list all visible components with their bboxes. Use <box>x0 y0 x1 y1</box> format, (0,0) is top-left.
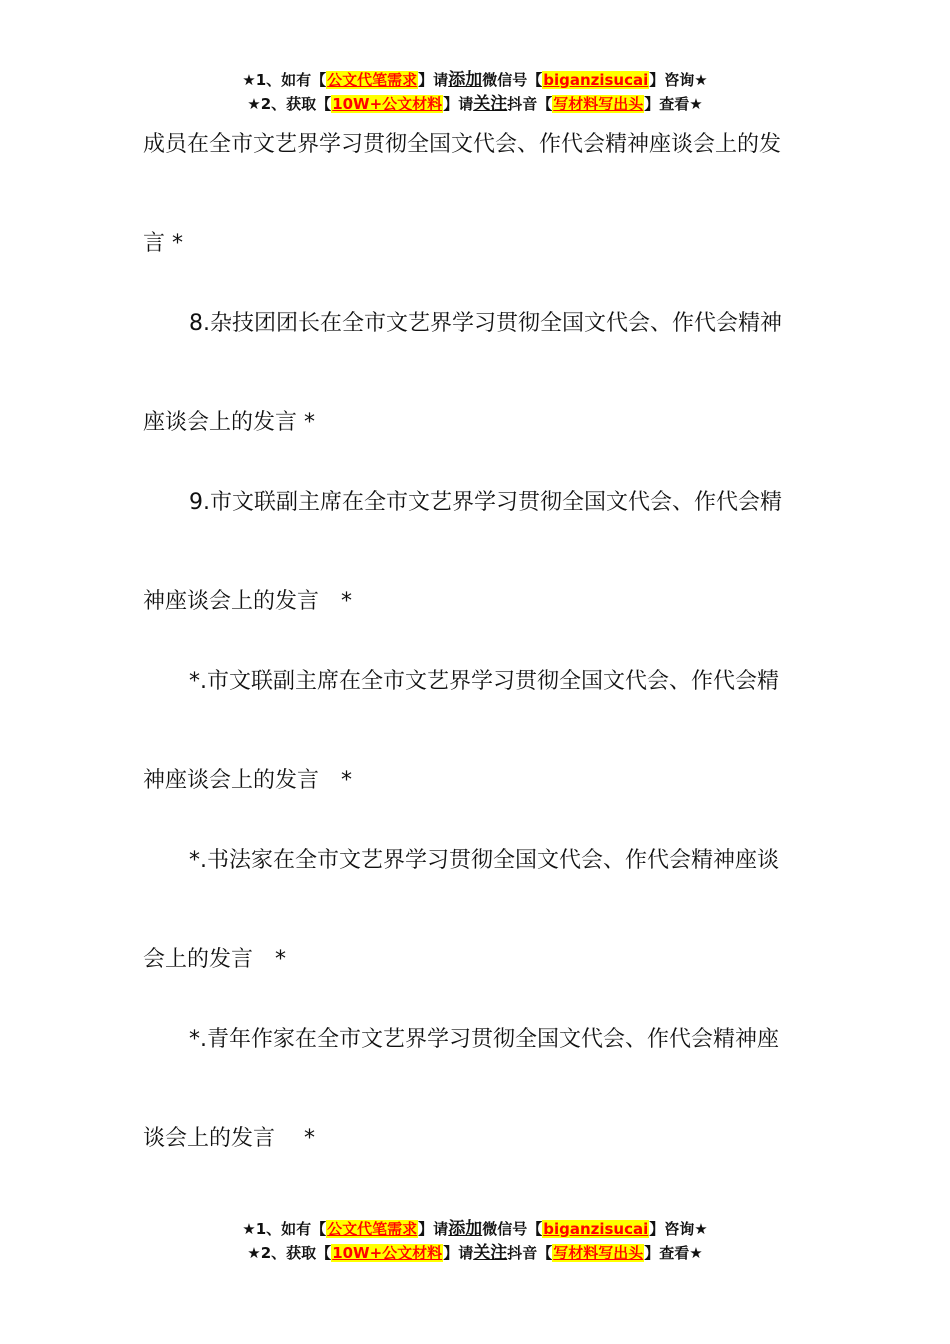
header-line1-mid2: 微信号【 <box>482 71 543 89</box>
body-line: 会上的发言 * <box>143 947 287 972</box>
body-line: 座谈会上的发言 * <box>143 410 315 435</box>
footer-line2-prefix: ★2、获取【 <box>247 1244 332 1262</box>
header-line2-emphasis: 关注 <box>473 94 508 114</box>
footer-line1-mid2: 微信号【 <box>482 1220 543 1238</box>
header-line1-highlight-service: 公文代笔需求 <box>327 71 418 89</box>
footer-line2-highlight-douyin: 写材料写出头 <box>553 1244 644 1262</box>
header-line2-suffix: 】查看★ <box>644 95 703 113</box>
header-line2-prefix: ★2、获取【 <box>247 95 332 113</box>
header-banner <box>0 68 950 116</box>
body-line: *.书法家在全市文艺界学习贯彻全国文代会、作代会精神座谈 <box>189 848 779 873</box>
footer-banner-line-2 <box>0 1241 950 1265</box>
header-line2-highlight-douyin: 写材料写出头 <box>553 95 644 113</box>
footer-line1-highlight-wechat: biganzisucai <box>543 1220 649 1238</box>
footer-line1-prefix: ★1、如有【 <box>242 1220 327 1238</box>
body-line: 谈会上的发言 * <box>143 1126 315 1151</box>
footer-banner <box>0 1217 950 1265</box>
header-line2-highlight-materials: 10W+公文材料 <box>332 95 443 113</box>
footer-line2-highlight-materials: 10W+公文材料 <box>332 1244 443 1262</box>
header-banner-line-2 <box>0 92 950 116</box>
body-line: *.青年作家在全市文艺界学习贯彻全国文代会、作代会精神座 <box>189 1027 779 1052</box>
body-line: 8.杂技团团长在全市文艺界学习贯彻全国文代会、作代会精神 <box>189 311 782 336</box>
body-line: 神座谈会上的发言 * <box>143 589 353 614</box>
footer-line1-mid1: 】请 <box>418 1220 449 1238</box>
body-line: 言 * <box>143 231 183 256</box>
footer-line1-suffix: 】咨询★ <box>649 1220 708 1238</box>
header-line1-mid1: 】请 <box>418 71 449 89</box>
footer-line2-mid1: 】请 <box>443 1244 474 1262</box>
header-line1-emphasis: 添加 <box>448 70 483 90</box>
header-line1-highlight-wechat: biganzisucai <box>543 71 649 89</box>
body-line: 9.市文联副主席在全市文艺界学习贯彻全国文代会、作代会精 <box>189 490 782 515</box>
footer-line2-mid2: 抖音【 <box>507 1244 553 1262</box>
header-banner-line-1 <box>0 68 950 92</box>
header-line2-mid1: 】请 <box>443 95 474 113</box>
footer-banner-line-1 <box>0 1217 950 1241</box>
footer-line1-emphasis: 添加 <box>448 1219 483 1239</box>
body-line: *.市文联副主席在全市文艺界学习贯彻全国文代会、作代会精 <box>189 669 779 694</box>
header-line1-prefix: ★1、如有【 <box>242 71 327 89</box>
header-line1-suffix: 】咨询★ <box>649 71 708 89</box>
footer-line2-suffix: 】查看★ <box>644 1244 703 1262</box>
body-line: 成员在全市文艺界学习贯彻全国文代会、作代会精神座谈会上的发 <box>143 132 782 157</box>
footer-line1-highlight-service: 公文代笔需求 <box>327 1220 418 1238</box>
footer-line2-emphasis: 关注 <box>473 1243 508 1263</box>
body-line: 神座谈会上的发言 * <box>143 768 353 793</box>
header-line2-mid2: 抖音【 <box>507 95 553 113</box>
